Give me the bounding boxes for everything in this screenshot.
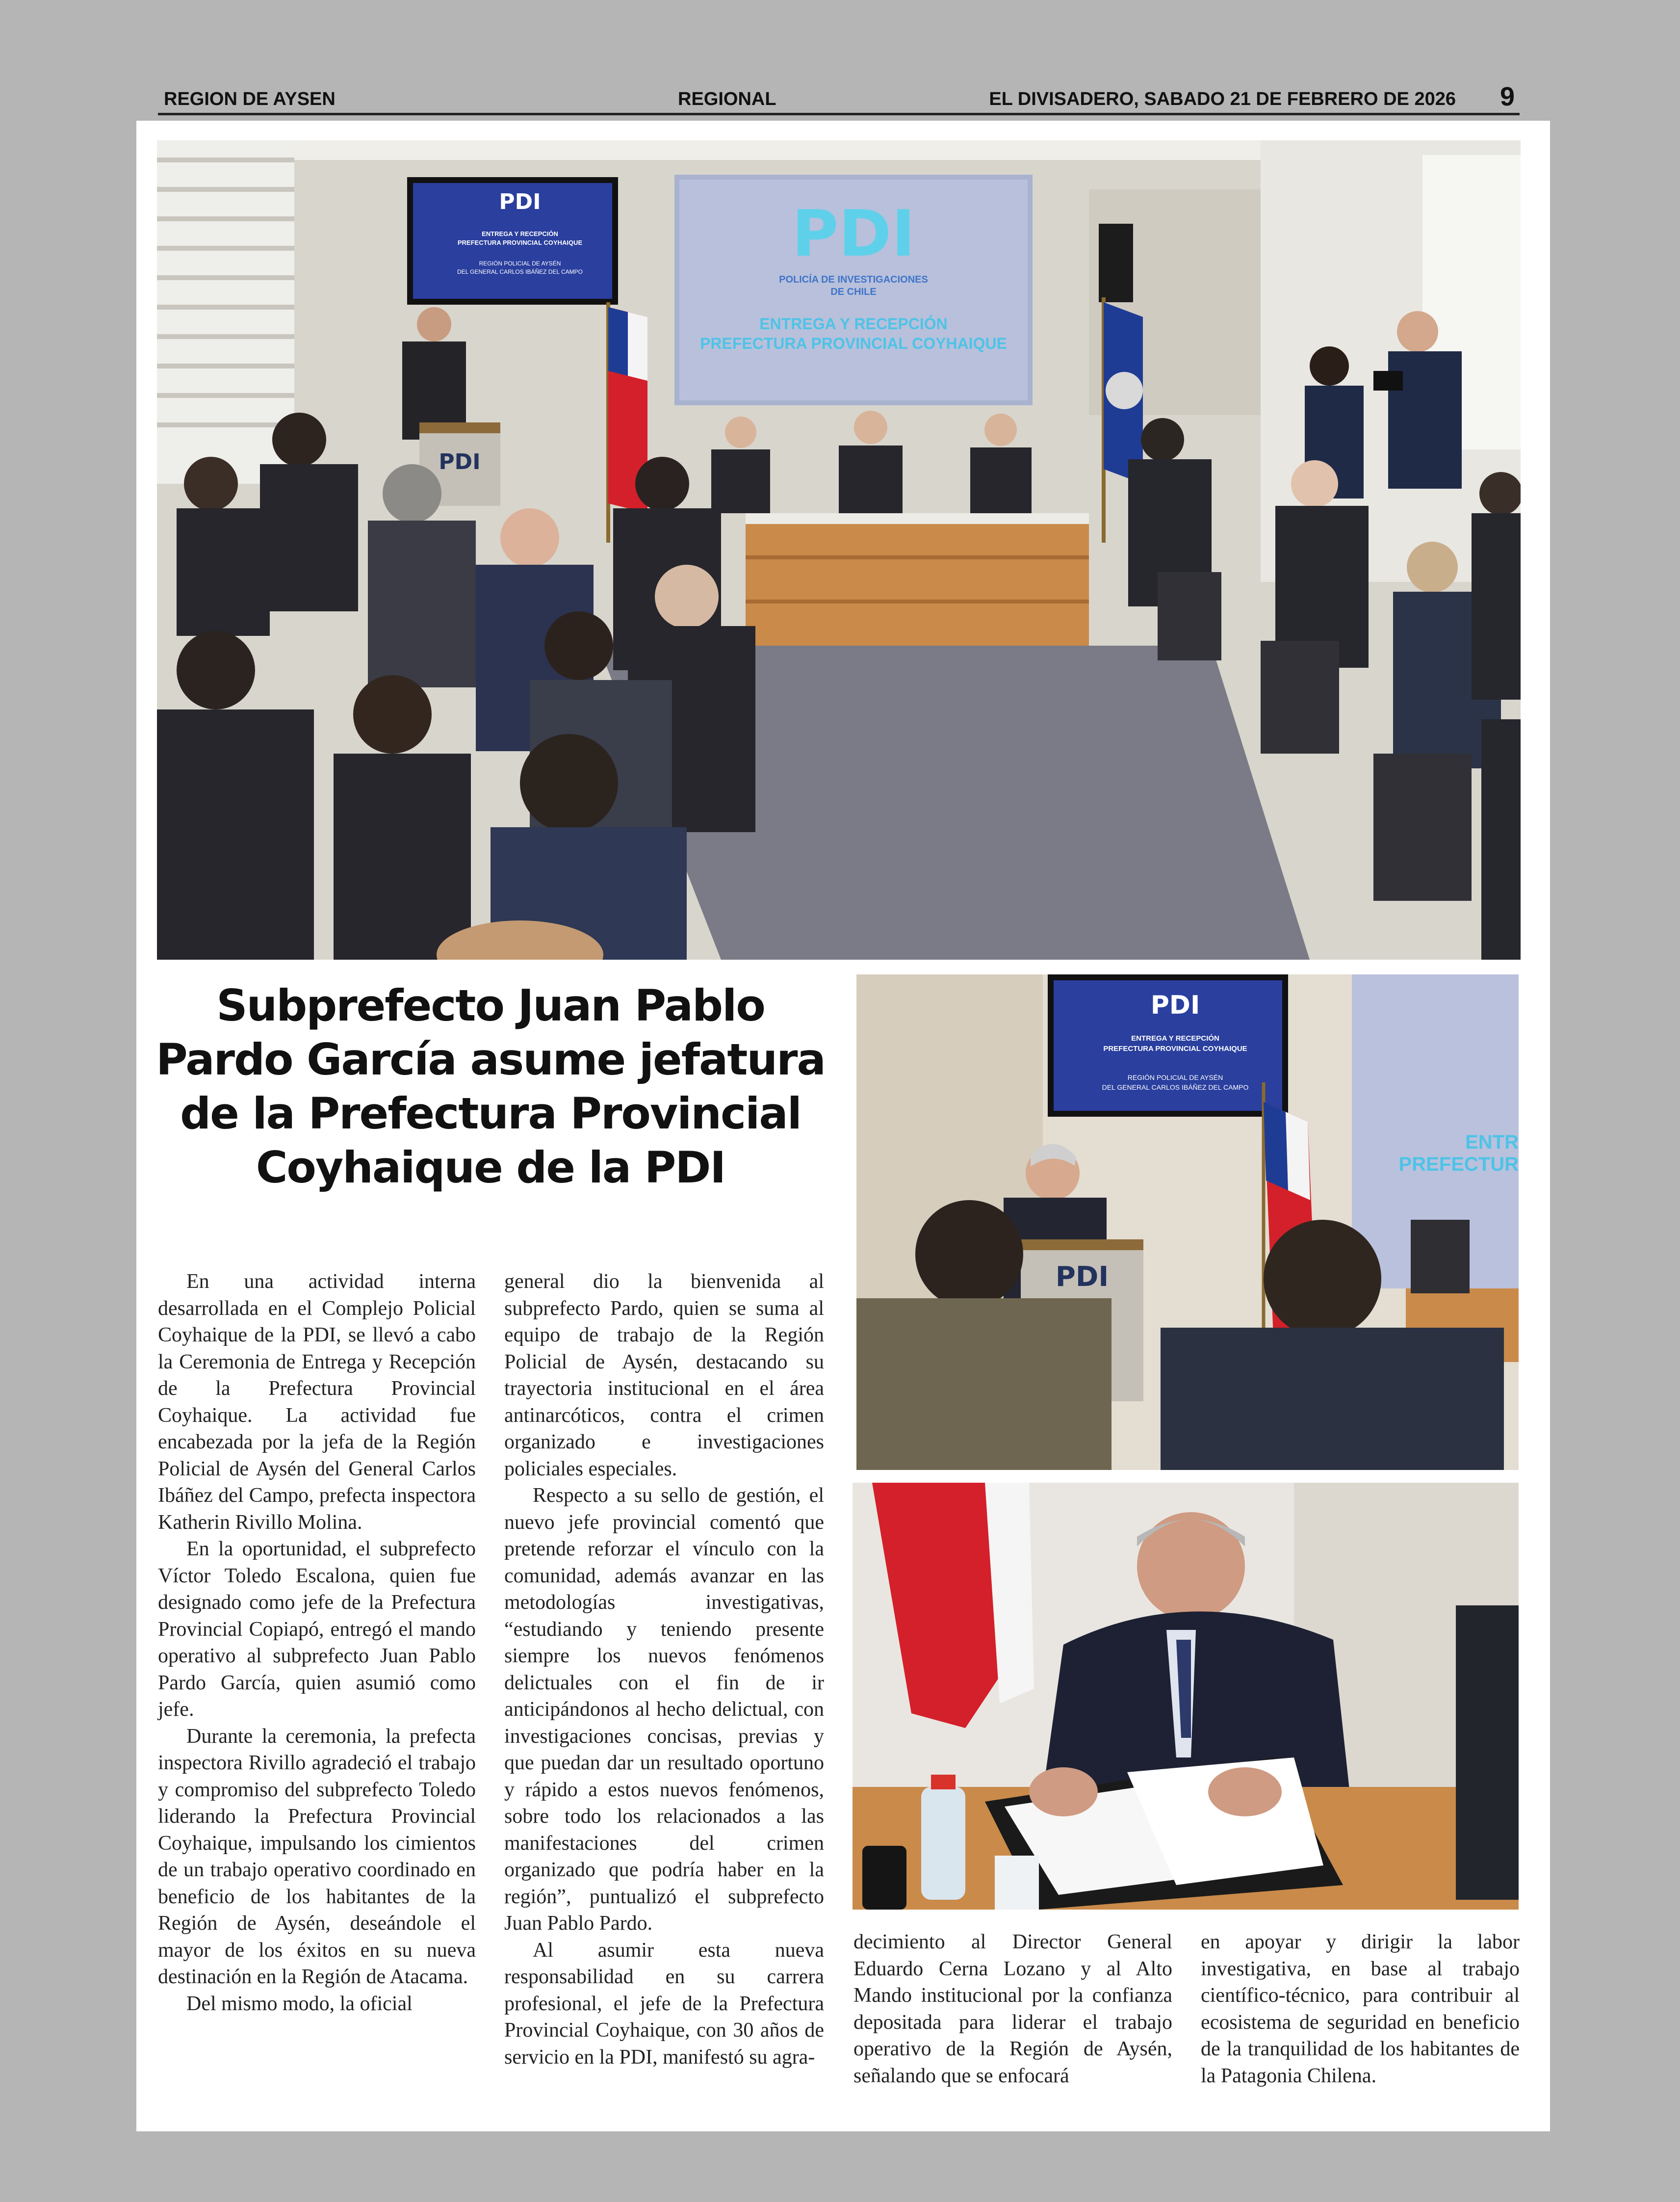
main-photo-image [157, 140, 1521, 960]
paragraph: Respecto a su sello de gestión, el nuevo jefe provincial comentó que pretende reforzar el vínculo con la comunidad, además avanzar en las metodologías investigativas, “estudiando y teniendo presente siempre los nuevos fenómenos delictuales con el fin de ir anticipándonos al hecho delictual, con investigaciones concisas, previas y que puedan dar un resultado oportuno y rápido a estos nuevos fenómenos, sobre todo los relacionados a las manifestaciones del crimen organizado que podría haber en la región”, puntualizó el subprefecto Juan Pablo Pardo. [504, 1484, 824, 1935]
main-photo [157, 140, 1521, 960]
paragraph: Durante la ceremonia, la prefecta inspectora Rivillo agradeció el trabajo y compromiso del subprefecto Toledo liderando la Prefectura Provincial Coyhaique, impulsando los cimientos de un trabajo operativo coordinado en beneficio de los habitantes de la Región de Aysén, deseándole el mayor de los éxitos en su nueva destinación en la Región de Atacama. [158, 1725, 476, 1988]
tv-line-3: REGIÓN POLICIAL DE AYSÉN [479, 260, 561, 267]
screen-title-1: ENTREGA Y RECEPCIÓN [759, 315, 948, 333]
screen-text-2: PREFECTUR [1398, 1153, 1519, 1175]
dateline: EL DIVISADERO, SABADO 21 DE FEBRERO DE 2026 [989, 89, 1456, 109]
tv-line-3: REGIÓN POLICIAL DE AYSÉN [1127, 1074, 1223, 1081]
article-column-1 [158, 1268, 476, 2017]
screen-text-1: ENTR [1465, 1131, 1519, 1153]
tv-line-1: ENTREGA Y RECEPCIÓN [482, 230, 558, 237]
article-column-2 [504, 1268, 824, 2071]
paragraph: decimiento al Director General Eduardo Cerna Lozano y al Alto Mando institucional por la confianza depositada para liderar el trabajo operativo de la Región de Aysén, señalando que se enfocará [853, 1931, 1172, 2087]
article-column-4 [1201, 1929, 1520, 2089]
section-left: REGION DE AYSEN [164, 89, 336, 109]
section-center: REGIONAL [678, 89, 776, 109]
tv-line-4: DEL GENERAL CARLOS IBÁÑEZ DEL CAMPO [1102, 1083, 1249, 1091]
speaker-photo-image [856, 974, 1519, 1470]
tv-pdi-logo: PDI [1150, 991, 1200, 1020]
tv-line-2: PREFECTURA PROVINCIAL COYHAIQUE [1103, 1045, 1247, 1053]
signing-photo-image [853, 1483, 1519, 1910]
page-header [158, 83, 1520, 115]
tv-line-1: ENTREGA Y RECEPCIÓN [1131, 1034, 1219, 1043]
podium-logo: PDI [1055, 1261, 1109, 1293]
paragraph: En la oportunidad, el subprefecto Víctor Toledo Escalona, quien fue designado como jefe de la Prefectura Provincial Copiapó, entregó el mando operativo al subprefecto Juan Pablo Pardo García, quien asumió como jefe. [158, 1538, 476, 1721]
paragraph: En una actividad interna desarrollada en el Complejo Policial Coyhaique de la PDI, se llevó a cabo la Ceremonia de Entrega y Recepción de la Prefectura Provincial Coyhaique. La actividad fue encabezada por la jefa de la Región Policial de Aysén del General Carlos Ibáñez del Campo, prefecta inspectora Katherin Rivillo Molina. [158, 1270, 476, 1534]
screen-subtitle-1: POLICÍA DE INVESTIGACIONES [779, 274, 928, 285]
tv-line-4: DEL GENERAL CARLOS IBÁÑEZ DEL CAMPO [457, 268, 583, 275]
article-column-3 [853, 1929, 1172, 2089]
screen-title-2: PREFECTURA PROVINCIAL COYHAIQUE [700, 335, 1007, 352]
paragraph: general dio la bienvenida al subprefecto Pardo, quien se suma al equipo de trabajo de la Región Policial de Aysén, destacando su trayectoria institucional en el área antinarcóticos, contra el crimen organizado e investigaciones policiales especiales. [504, 1270, 824, 1480]
tv-pdi-logo: PDI [499, 189, 541, 214]
paragraph: en apoyar y dirigir la labor investigativa, en base al trabajo científico-técnico, para contribuir al ecosistema de seguridad en beneficio de la tranquilidad de los habitantes de la Patagonia Chilena. [1201, 1931, 1520, 2087]
podium-logo: PDI [439, 449, 481, 474]
signing-photo [853, 1483, 1519, 1910]
screen-subtitle-2: DE CHILE [830, 287, 877, 297]
screen-pdi-logo: PDI [792, 196, 915, 271]
tv-line-2: PREFECTURA PROVINCIAL COYHAIQUE [457, 239, 583, 246]
page-number: 9 [1499, 82, 1515, 111]
article-headline: Subprefecto Juan Pablo Pardo García asume jefatura de la Prefectura Provincial Coyhaique de la PDI [156, 980, 825, 1193]
paragraph: Del mismo modo, la oficial [186, 1992, 413, 2015]
paragraph: Al asumir esta nueva responsabilidad en su carrera profesional, el jefe de la Prefectura Provincial Coyhaique, con 30 años de servicio en la PDI, manifestó su agra- [504, 1939, 824, 2069]
speaker-photo [856, 974, 1519, 1470]
